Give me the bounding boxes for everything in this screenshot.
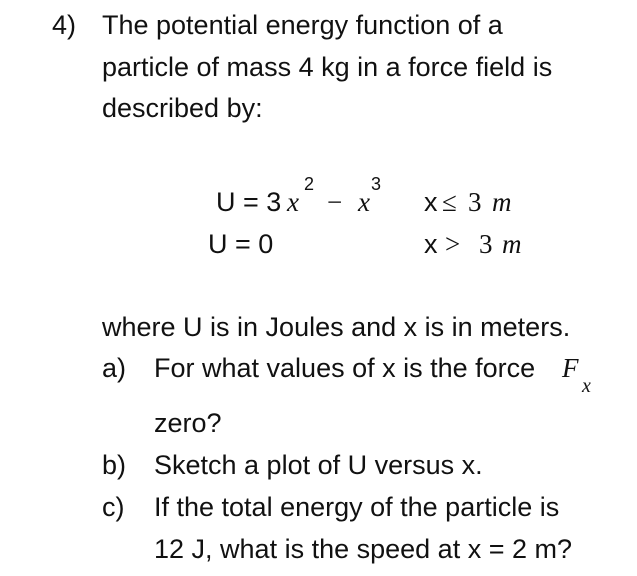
intro-line-2: particle of mass 4 kg in a force field is bbox=[102, 52, 553, 82]
eq1-cond-x: x bbox=[424, 187, 438, 217]
intro-line-1: The potential energy function of a bbox=[102, 10, 503, 40]
part-a-label: a) bbox=[102, 353, 127, 383]
eq1-exponent-2: 2 bbox=[304, 174, 315, 194]
problem-number: 4) bbox=[52, 10, 77, 40]
part-a-force-symbol: F bbox=[562, 353, 579, 383]
part-b-text: Sketch a plot of U versus x. bbox=[154, 450, 483, 480]
eq2-cond-x: x bbox=[424, 229, 438, 259]
part-a-text: For what values of x is the force bbox=[154, 353, 536, 383]
eq1-cond-unit: m bbox=[492, 187, 512, 217]
eq2-lhs: U = 0 bbox=[208, 229, 274, 259]
part-a-text-2: zero? bbox=[154, 408, 222, 438]
eq1-cond-relation: ≤ bbox=[442, 187, 457, 217]
eq1-var-x: x bbox=[287, 187, 299, 217]
eq1-lhs: U = 3 bbox=[216, 187, 282, 217]
part-b-label: b) bbox=[102, 450, 127, 480]
eq1-exponent-3: 3 bbox=[371, 174, 382, 194]
eq1-minus: − bbox=[327, 187, 343, 217]
eq2-cond-relation: > bbox=[445, 229, 461, 259]
part-c-text-1: If the total energy of the particle is bbox=[154, 492, 560, 522]
part-c-text-2: 12 J, what is the speed at x = 2 m? bbox=[154, 534, 572, 564]
where-text: where U is in Joules and x is in meters. bbox=[102, 312, 571, 342]
intro-line-3: described by: bbox=[102, 93, 263, 123]
part-a-force-subscript: x bbox=[582, 375, 591, 397]
eq1-cond-value: 3 bbox=[468, 187, 482, 217]
eq2-cond-unit: m bbox=[502, 229, 522, 259]
eq2-cond-value: 3 bbox=[479, 229, 493, 259]
part-c-label: c) bbox=[102, 492, 125, 522]
eq1-var-x2: x bbox=[358, 187, 370, 217]
